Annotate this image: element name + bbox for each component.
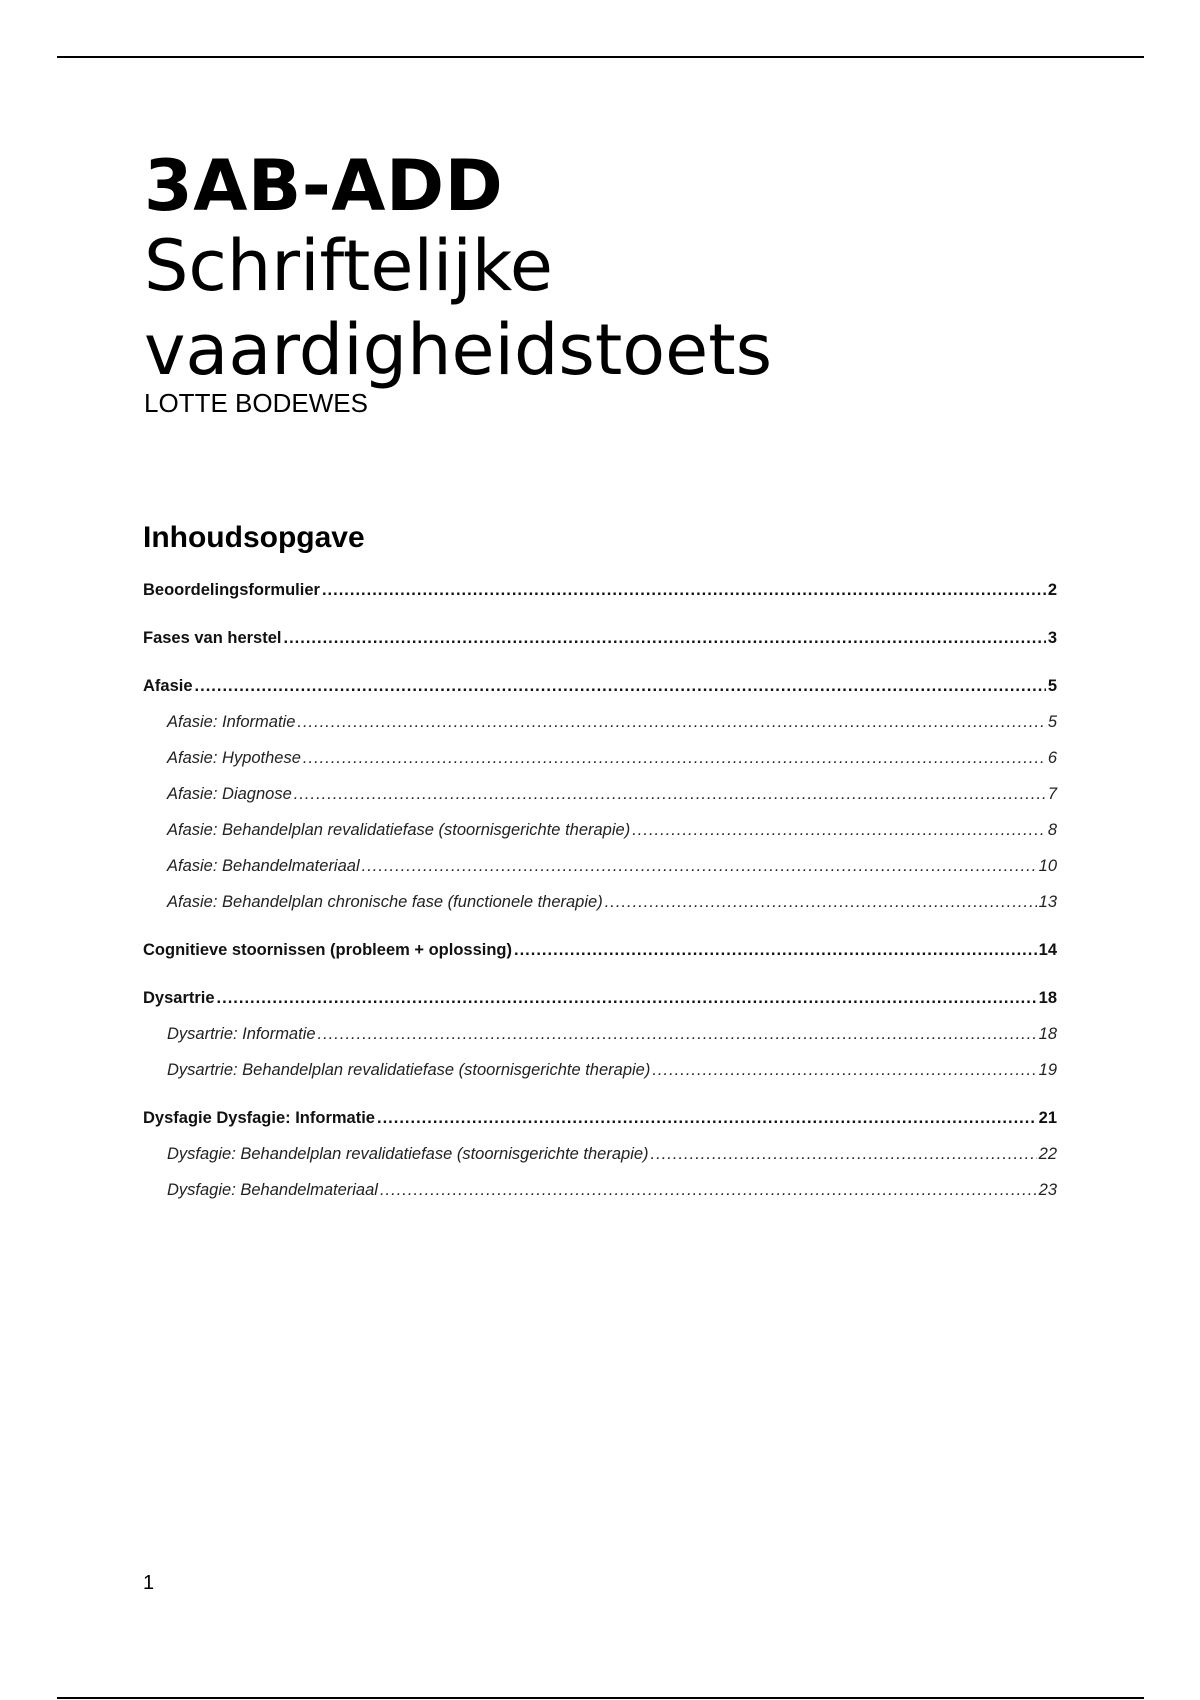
- toc-entry-fases-van-herstel[interactable]: [143, 620, 1057, 656]
- toc-entry-page: 21: [1038, 1109, 1057, 1127]
- toc-entry-page: 2: [1047, 581, 1057, 599]
- toc-entry-label: Afasie: Behandelplan chronische fase (functionele therapie): [167, 893, 603, 911]
- toc-entry-label: Dysartrie: Informatie: [167, 1025, 316, 1043]
- toc-entry-page: 18: [1038, 989, 1057, 1007]
- toc-leader-dots: [318, 1016, 1037, 1052]
- toc-entry-label: Fases van herstel: [143, 629, 282, 647]
- toc-entry-page: 7: [1047, 785, 1057, 803]
- toc-leader-dots: [303, 740, 1046, 776]
- toc-entry-label: Afasie: Behandelplan revalidatiefase (stoornisgerichte therapie): [167, 821, 631, 839]
- toc-entry-page: 3: [1047, 629, 1057, 647]
- toc-entry-label: Beoordelingsformulier: [143, 581, 320, 599]
- toc-entry-label: Cognitieve stoornissen (probleem + oplossing): [143, 941, 513, 959]
- toc-entry-label: Dysartrie: [143, 989, 215, 1007]
- toc-entry-page: 19: [1038, 1061, 1057, 1079]
- toc-leader-dots: [217, 980, 1037, 1016]
- toc-entry-label: Dysfagie: Behandelplan revalidatiefase (stoornisgerichte therapie): [167, 1145, 649, 1163]
- toc-entry-afasie[interactable]: [143, 668, 1057, 704]
- toc-leader-dots: [377, 1100, 1037, 1136]
- toc-entry-label: Dysfagie: Behandelmateriaal: [167, 1181, 378, 1199]
- toc-entry-dysartrie-behandelplan-revalidatiefase[interactable]: [143, 1052, 1057, 1088]
- toc-leader-dots: [362, 848, 1037, 884]
- toc-leader-dots: [284, 620, 1046, 656]
- toc-entry-dysfagie-informatie[interactable]: [143, 1100, 1057, 1136]
- course-code: 3AB-ADD: [144, 145, 504, 227]
- toc-entry-label: Afasie: Hypothese: [167, 749, 301, 767]
- toc-leader-dots: [605, 884, 1037, 920]
- toc-leader-dots: [294, 776, 1046, 812]
- toc-entry-beoordelingsformulier[interactable]: [143, 572, 1057, 608]
- toc-entry-dysfagie-behandelmateriaal[interactable]: [143, 1172, 1057, 1208]
- toc-entry-afasie-behandelplan-revalidatiefase[interactable]: [143, 812, 1057, 848]
- title-block: [144, 145, 1104, 418]
- toc-entry-dysartrie[interactable]: [143, 980, 1057, 1016]
- document-title-line-1: Schriftelijke: [144, 225, 553, 307]
- toc-leader-dots: [297, 704, 1045, 740]
- document-title-line-2: vaardigheidstoets: [144, 309, 773, 391]
- toc-entry-page: 10: [1038, 857, 1057, 875]
- toc-leader-dots: [651, 1136, 1037, 1172]
- toc-entry-dysartrie-informatie[interactable]: [143, 1016, 1057, 1052]
- toc-entry-page: 8: [1047, 821, 1057, 839]
- toc-entry-afasie-hypothese[interactable]: [143, 740, 1057, 776]
- toc-entry-label: Dysfagie Dysfagie: Informatie: [143, 1109, 375, 1127]
- toc-entry-afasie-behandelplan-chronische-fase[interactable]: [143, 884, 1057, 920]
- bottom-rule: [57, 1697, 1144, 1699]
- toc-leader-dots: [514, 932, 1037, 968]
- toc-entry-page: 5: [1047, 713, 1057, 731]
- toc-entry-label: Afasie: Behandelmateriaal: [167, 857, 360, 875]
- toc-entry-label: Afasie: Informatie: [167, 713, 296, 731]
- toc-entry-page: 13: [1038, 893, 1057, 911]
- table-of-contents: [143, 518, 1057, 1208]
- toc-entry-label: Afasie: [143, 677, 193, 695]
- toc-entry-label: Afasie: Diagnose: [167, 785, 292, 803]
- toc-entry-label: Dysartrie: Behandelplan revalidatiefase (stoornisgerichte therapie): [167, 1061, 651, 1079]
- toc-leader-dots: [652, 1052, 1036, 1088]
- page-number: 1: [143, 1572, 155, 1594]
- toc-entry-page: 6: [1047, 749, 1057, 767]
- toc-entry-page: 18: [1038, 1025, 1057, 1043]
- toc-entry-page: 14: [1038, 941, 1057, 959]
- author-name: LOTTE BODEWES: [144, 388, 368, 418]
- toc-entry-page: 23: [1038, 1181, 1057, 1199]
- top-rule: [57, 56, 1144, 58]
- toc-entry-afasie-diagnose[interactable]: [143, 776, 1057, 812]
- toc-entry-cognitieve-stoornissen[interactable]: [143, 932, 1057, 968]
- toc-leader-dots: [380, 1172, 1037, 1208]
- toc-entry-dysfagie-behandelplan-revalidatiefase[interactable]: [143, 1136, 1057, 1172]
- toc-entry-afasie-informatie[interactable]: [143, 704, 1057, 740]
- toc-leader-dots: [195, 668, 1046, 704]
- toc-leader-dots: [632, 812, 1046, 848]
- toc-leader-dots: [322, 572, 1046, 608]
- toc-entry-afasie-behandelmateriaal[interactable]: [143, 848, 1057, 884]
- toc-entry-page: 5: [1047, 677, 1057, 695]
- toc-entry-page: 22: [1038, 1145, 1057, 1163]
- toc-heading: Inhoudsopgave: [143, 521, 365, 554]
- document-title: [144, 224, 1104, 392]
